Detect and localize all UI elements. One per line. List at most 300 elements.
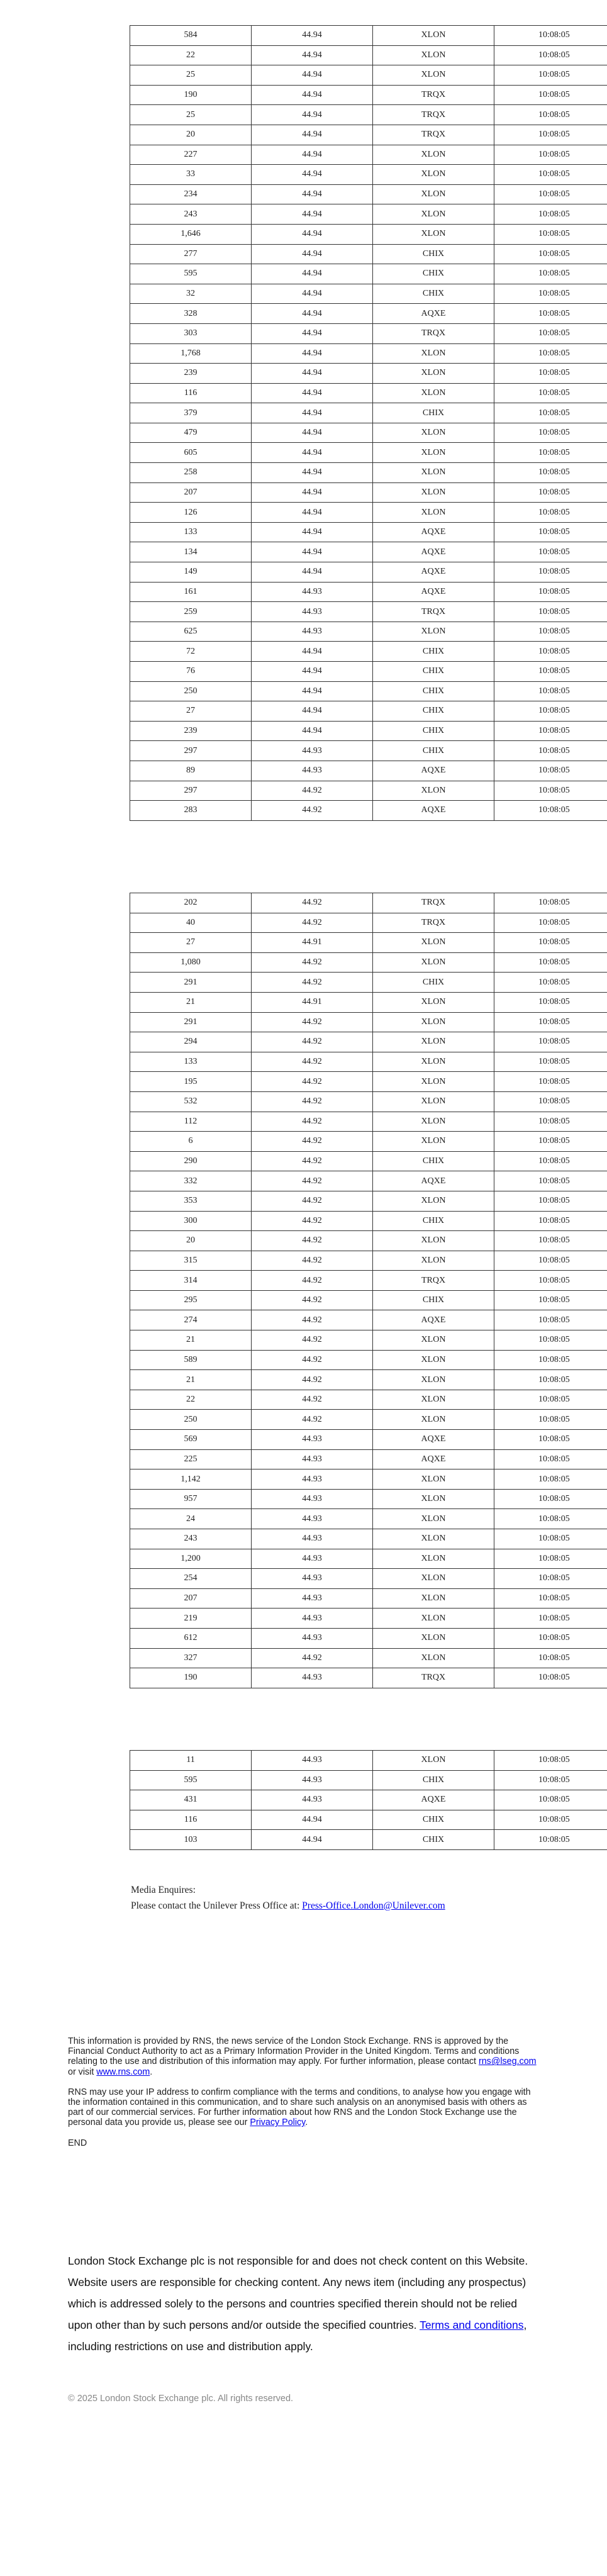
table-row bbox=[130, 1770, 607, 1790]
cell-volume: 625 bbox=[130, 622, 252, 642]
table-row bbox=[130, 1171, 607, 1191]
cell-price: 44.94 bbox=[252, 244, 373, 264]
table-row bbox=[130, 1489, 607, 1509]
rns-text: . bbox=[150, 2066, 153, 2077]
cell-venue: XLON bbox=[373, 503, 494, 523]
disclaimer-text: , including restrictions on use and distribution apply. bbox=[68, 2319, 527, 2353]
cell-venue: XLON bbox=[373, 992, 494, 1012]
cell-venue: CHIX bbox=[373, 1810, 494, 1830]
cell-volume: 532 bbox=[130, 1091, 252, 1112]
cell-price: 44.92 bbox=[252, 952, 373, 973]
table-row bbox=[130, 1430, 607, 1450]
cell-volume: 300 bbox=[130, 1211, 252, 1231]
cell-time: 10:08:05 bbox=[494, 1569, 607, 1589]
cell-price: 44.94 bbox=[252, 522, 373, 542]
trade-table-2-wrapper bbox=[130, 893, 607, 1688]
cell-volume: 379 bbox=[130, 403, 252, 423]
cell-price: 44.94 bbox=[252, 542, 373, 562]
cell-volume: 219 bbox=[130, 1609, 252, 1629]
cell-price: 44.94 bbox=[252, 224, 373, 244]
table-row bbox=[130, 1211, 607, 1231]
cell-price: 44.94 bbox=[252, 204, 373, 225]
trade-table-1 bbox=[130, 25, 607, 821]
cell-volume: 25 bbox=[130, 105, 252, 125]
cell-venue: XLON bbox=[373, 1091, 494, 1112]
cell-time: 10:08:05 bbox=[494, 364, 607, 384]
cell-price: 44.93 bbox=[252, 1770, 373, 1790]
cell-time: 10:08:05 bbox=[494, 403, 607, 423]
cell-time: 10:08:05 bbox=[494, 65, 607, 86]
cell-price: 44.93 bbox=[252, 1509, 373, 1529]
cell-time: 10:08:05 bbox=[494, 1012, 607, 1032]
cell-price: 44.94 bbox=[252, 304, 373, 324]
cell-time: 10:08:05 bbox=[494, 1271, 607, 1291]
table-row bbox=[130, 1529, 607, 1549]
cell-venue: XLON bbox=[373, 443, 494, 463]
table-row bbox=[130, 65, 607, 86]
table-row bbox=[130, 184, 607, 204]
cell-venue: XLON bbox=[373, 204, 494, 225]
cell-venue: TRQX bbox=[373, 125, 494, 145]
cell-price: 44.93 bbox=[252, 1489, 373, 1509]
cell-price: 44.93 bbox=[252, 1430, 373, 1450]
cell-time: 10:08:05 bbox=[494, 482, 607, 503]
cell-volume: 297 bbox=[130, 741, 252, 761]
cell-venue: CHIX bbox=[373, 642, 494, 662]
cell-price: 44.92 bbox=[252, 1191, 373, 1211]
cell-price: 44.93 bbox=[252, 761, 373, 781]
cell-volume: 332 bbox=[130, 1171, 252, 1191]
rns-text: This information is provided by RNS, the news service of the London Stock Exchange. RNS is approved by the Financial Conduct Authority to act as a Primary Information Provider in the United Kingdom. Terms and conditions relating to the use and distribution of this information may apply. For further information, please contact bbox=[68, 2036, 520, 2067]
table-row bbox=[130, 503, 607, 523]
trade-table-3 bbox=[130, 1750, 607, 1850]
cell-time: 10:08:05 bbox=[494, 662, 607, 682]
cell-venue: XLON bbox=[373, 1529, 494, 1549]
cell-volume: 21 bbox=[130, 992, 252, 1012]
cell-venue: TRQX bbox=[373, 85, 494, 105]
cell-volume: 353 bbox=[130, 1191, 252, 1211]
cell-time: 10:08:05 bbox=[494, 1529, 607, 1549]
cell-venue: AQXE bbox=[373, 761, 494, 781]
cell-price: 44.94 bbox=[252, 165, 373, 185]
cell-time: 10:08:05 bbox=[494, 443, 607, 463]
cell-venue: CHIX bbox=[373, 701, 494, 722]
cell-time: 10:08:05 bbox=[494, 542, 607, 562]
cell-price: 44.92 bbox=[252, 1390, 373, 1410]
cell-price: 44.93 bbox=[252, 741, 373, 761]
table-row bbox=[130, 1191, 607, 1211]
cell-volume: 1,200 bbox=[130, 1549, 252, 1569]
table-row bbox=[130, 1830, 607, 1850]
cell-volume: 595 bbox=[130, 1770, 252, 1790]
cell-venue: CHIX bbox=[373, 1770, 494, 1790]
table-row bbox=[130, 284, 607, 304]
cell-venue: CHIX bbox=[373, 721, 494, 741]
cell-venue: AQXE bbox=[373, 582, 494, 602]
cell-volume: 24 bbox=[130, 1509, 252, 1529]
table-row bbox=[130, 1330, 607, 1351]
cell-time: 10:08:05 bbox=[494, 973, 607, 993]
table-row bbox=[130, 403, 607, 423]
cell-volume: 190 bbox=[130, 85, 252, 105]
cell-volume: 22 bbox=[130, 1390, 252, 1410]
table-row bbox=[130, 364, 607, 384]
cell-venue: XLON bbox=[373, 1549, 494, 1569]
end-marker: END bbox=[68, 2138, 87, 2148]
cell-venue: XLON bbox=[373, 1410, 494, 1430]
cell-volume: 259 bbox=[130, 602, 252, 622]
cell-venue: XLON bbox=[373, 1509, 494, 1529]
cell-venue: AQXE bbox=[373, 1449, 494, 1469]
cell-time: 10:08:05 bbox=[494, 1790, 607, 1810]
cell-price: 44.93 bbox=[252, 602, 373, 622]
rns-text: RNS may use your IP address to confirm compliance with the terms and conditions, to analyse how you engage with the information contained in this communication, and to share such analysis on an anonymised basis with others as part of our commercial services. For further information about how RNS and the London Stock Exchange use the personal data you provide us, please see our bbox=[68, 2087, 531, 2128]
cell-venue: XLON bbox=[373, 1132, 494, 1152]
cell-time: 10:08:05 bbox=[494, 913, 607, 933]
press-office-email-link[interactable]: Press-Office.London@Unilever.com bbox=[302, 1900, 445, 1911]
cell-venue: XLON bbox=[373, 1569, 494, 1589]
table-row bbox=[130, 204, 607, 225]
cell-volume: 314 bbox=[130, 1271, 252, 1291]
table-row bbox=[130, 1410, 607, 1430]
cell-volume: 277 bbox=[130, 244, 252, 264]
cell-volume: 27 bbox=[130, 701, 252, 722]
rns-text: or visit bbox=[68, 2066, 97, 2077]
cell-volume: 27 bbox=[130, 933, 252, 953]
lse-disclaimer bbox=[68, 2250, 540, 2357]
cell-price: 44.92 bbox=[252, 1231, 373, 1251]
cell-volume: 569 bbox=[130, 1430, 252, 1450]
cell-venue: XLON bbox=[373, 364, 494, 384]
table-row bbox=[130, 145, 607, 165]
table-row bbox=[130, 933, 607, 953]
cell-price: 44.94 bbox=[252, 681, 373, 701]
cell-price: 44.94 bbox=[252, 323, 373, 343]
cell-time: 10:08:05 bbox=[494, 1290, 607, 1310]
cell-time: 10:08:05 bbox=[494, 1830, 607, 1850]
table-row bbox=[130, 1668, 607, 1688]
cell-price: 44.94 bbox=[252, 45, 373, 65]
cell-volume: 328 bbox=[130, 304, 252, 324]
table-row bbox=[130, 1609, 607, 1629]
cell-volume: 32 bbox=[130, 284, 252, 304]
cell-time: 10:08:05 bbox=[494, 1191, 607, 1211]
cell-time: 10:08:05 bbox=[494, 1410, 607, 1430]
table-row bbox=[130, 343, 607, 364]
table-row bbox=[130, 1032, 607, 1052]
cell-volume: 207 bbox=[130, 1588, 252, 1609]
cell-venue: XLON bbox=[373, 343, 494, 364]
cell-venue: XLON bbox=[373, 1191, 494, 1211]
table-row bbox=[130, 701, 607, 722]
cell-time: 10:08:05 bbox=[494, 1509, 607, 1529]
cell-time: 10:08:05 bbox=[494, 1588, 607, 1609]
cell-volume: 202 bbox=[130, 893, 252, 913]
cell-price: 44.91 bbox=[252, 992, 373, 1012]
cell-volume: 207 bbox=[130, 482, 252, 503]
cell-venue: CHIX bbox=[373, 741, 494, 761]
cell-volume: 291 bbox=[130, 973, 252, 993]
cell-volume: 234 bbox=[130, 184, 252, 204]
table-row bbox=[130, 1091, 607, 1112]
cell-price: 44.92 bbox=[252, 1132, 373, 1152]
cell-venue: CHIX bbox=[373, 284, 494, 304]
cell-time: 10:08:05 bbox=[494, 423, 607, 443]
cell-venue: XLON bbox=[373, 1588, 494, 1609]
cell-price: 44.92 bbox=[252, 1171, 373, 1191]
rns-email-link[interactable]: rns@lseg.com bbox=[478, 2056, 537, 2067]
cell-time: 10:08:05 bbox=[494, 184, 607, 204]
cell-venue: XLON bbox=[373, 1648, 494, 1668]
cell-time: 10:08:05 bbox=[494, 893, 607, 913]
cell-volume: 227 bbox=[130, 145, 252, 165]
cell-time: 10:08:05 bbox=[494, 1770, 607, 1790]
cell-venue: AQXE bbox=[373, 1171, 494, 1191]
copyright-notice: © 2025 London Stock Exchange plc. All rights reserved. bbox=[68, 2394, 294, 2404]
cell-time: 10:08:05 bbox=[494, 1549, 607, 1569]
table-row bbox=[130, 681, 607, 701]
cell-venue: XLON bbox=[373, 1751, 494, 1771]
cell-volume: 612 bbox=[130, 1628, 252, 1648]
cell-venue: XLON bbox=[373, 482, 494, 503]
table-row bbox=[130, 1290, 607, 1310]
table-row bbox=[130, 562, 607, 583]
table-row bbox=[130, 1628, 607, 1648]
cell-time: 10:08:05 bbox=[494, 1390, 607, 1410]
terms-and-conditions-link[interactable]: Terms and conditions bbox=[420, 2319, 524, 2331]
table-row bbox=[130, 85, 607, 105]
cell-time: 10:08:05 bbox=[494, 26, 607, 46]
table-row bbox=[130, 1790, 607, 1810]
cell-time: 10:08:05 bbox=[494, 165, 607, 185]
cell-price: 44.92 bbox=[252, 1012, 373, 1032]
cell-price: 44.92 bbox=[252, 1151, 373, 1171]
cell-volume: 225 bbox=[130, 1449, 252, 1469]
cell-price: 44.94 bbox=[252, 184, 373, 204]
rns-text: . bbox=[305, 2117, 308, 2128]
cell-price: 44.94 bbox=[252, 284, 373, 304]
cell-venue: XLON bbox=[373, 45, 494, 65]
cell-price: 44.93 bbox=[252, 1549, 373, 1569]
table-row bbox=[130, 1231, 607, 1251]
cell-time: 10:08:05 bbox=[494, 1489, 607, 1509]
cell-time: 10:08:05 bbox=[494, 264, 607, 284]
cell-time: 10:08:05 bbox=[494, 1171, 607, 1191]
cell-volume: 239 bbox=[130, 721, 252, 741]
table-row bbox=[130, 1549, 607, 1569]
cell-time: 10:08:05 bbox=[494, 1251, 607, 1271]
table-row bbox=[130, 1350, 607, 1370]
cell-venue: AQXE bbox=[373, 801, 494, 821]
table-row bbox=[130, 1810, 607, 1830]
cell-time: 10:08:05 bbox=[494, 801, 607, 821]
cell-time: 10:08:05 bbox=[494, 85, 607, 105]
cell-time: 10:08:05 bbox=[494, 622, 607, 642]
cell-volume: 133 bbox=[130, 1052, 252, 1072]
cell-price: 44.94 bbox=[252, 662, 373, 682]
cell-volume: 243 bbox=[130, 204, 252, 225]
cell-volume: 243 bbox=[130, 1529, 252, 1549]
cell-time: 10:08:05 bbox=[494, 224, 607, 244]
cell-venue: XLON bbox=[373, 1231, 494, 1251]
cell-venue: TRQX bbox=[373, 602, 494, 622]
cell-venue: XLON bbox=[373, 65, 494, 86]
cell-time: 10:08:05 bbox=[494, 383, 607, 403]
cell-price: 44.93 bbox=[252, 1569, 373, 1589]
cell-venue: XLON bbox=[373, 224, 494, 244]
cell-volume: 274 bbox=[130, 1310, 252, 1330]
cell-price: 44.92 bbox=[252, 1251, 373, 1271]
cell-time: 10:08:05 bbox=[494, 1449, 607, 1469]
table-row bbox=[130, 721, 607, 741]
table-row bbox=[130, 1251, 607, 1271]
cell-price: 44.92 bbox=[252, 913, 373, 933]
cell-price: 44.92 bbox=[252, 1310, 373, 1330]
cell-time: 10:08:05 bbox=[494, 1211, 607, 1231]
cell-volume: 283 bbox=[130, 801, 252, 821]
cell-venue: TRQX bbox=[373, 913, 494, 933]
cell-price: 44.94 bbox=[252, 423, 373, 443]
cell-volume: 250 bbox=[130, 1410, 252, 1430]
cell-time: 10:08:05 bbox=[494, 304, 607, 324]
cell-volume: 126 bbox=[130, 503, 252, 523]
table-row bbox=[130, 1012, 607, 1032]
cell-volume: 584 bbox=[130, 26, 252, 46]
rns-website-link[interactable]: www.rns.com bbox=[96, 2066, 150, 2077]
cell-price: 44.94 bbox=[252, 125, 373, 145]
cell-price: 44.92 bbox=[252, 1032, 373, 1052]
media-contact bbox=[131, 1898, 445, 1914]
cell-price: 44.93 bbox=[252, 1609, 373, 1629]
disclaimer-text: London Stock Exchange plc is not responsible for and does not check content on this Website. Website users are responsible for checking content. Any news item (including any prospectus) which is addressed solely to the persons and countries specified therein should not be relied upon other than by such persons and/or outside the specified countries. bbox=[68, 2255, 528, 2331]
cell-venue: XLON bbox=[373, 952, 494, 973]
cell-volume: 20 bbox=[130, 125, 252, 145]
cell-price: 44.94 bbox=[252, 463, 373, 483]
privacy-policy-link[interactable]: Privacy Policy bbox=[250, 2117, 306, 2128]
cell-volume: 195 bbox=[130, 1072, 252, 1092]
cell-venue: CHIX bbox=[373, 662, 494, 682]
cell-time: 10:08:05 bbox=[494, 323, 607, 343]
table-row bbox=[130, 244, 607, 264]
cell-price: 44.94 bbox=[252, 482, 373, 503]
table-row bbox=[130, 165, 607, 185]
cell-venue: XLON bbox=[373, 1350, 494, 1370]
table-row bbox=[130, 1112, 607, 1132]
cell-time: 10:08:05 bbox=[494, 1668, 607, 1688]
cell-price: 44.94 bbox=[252, 364, 373, 384]
cell-volume: 239 bbox=[130, 364, 252, 384]
media-enquiries bbox=[131, 1882, 445, 1914]
cell-volume: 295 bbox=[130, 1290, 252, 1310]
cell-price: 44.92 bbox=[252, 1072, 373, 1092]
table-row bbox=[130, 1569, 607, 1589]
table-row bbox=[130, 1449, 607, 1469]
cell-volume: 33 bbox=[130, 165, 252, 185]
cell-venue: CHIX bbox=[373, 403, 494, 423]
table-row bbox=[130, 1310, 607, 1330]
cell-volume: 190 bbox=[130, 1668, 252, 1688]
cell-venue: CHIX bbox=[373, 1830, 494, 1850]
cell-price: 44.92 bbox=[252, 1271, 373, 1291]
cell-price: 44.92 bbox=[252, 1370, 373, 1390]
cell-volume: 294 bbox=[130, 1032, 252, 1052]
cell-volume: 133 bbox=[130, 522, 252, 542]
cell-volume: 479 bbox=[130, 423, 252, 443]
cell-venue: CHIX bbox=[373, 1151, 494, 1171]
table-row bbox=[130, 801, 607, 821]
rns-paragraph-1 bbox=[68, 2036, 540, 2077]
cell-time: 10:08:05 bbox=[494, 1151, 607, 1171]
cell-venue: XLON bbox=[373, 1032, 494, 1052]
cell-volume: 72 bbox=[130, 642, 252, 662]
cell-time: 10:08:05 bbox=[494, 992, 607, 1012]
cell-price: 44.94 bbox=[252, 343, 373, 364]
cell-time: 10:08:05 bbox=[494, 582, 607, 602]
cell-time: 10:08:05 bbox=[494, 1072, 607, 1092]
cell-venue: XLON bbox=[373, 1609, 494, 1629]
table-row bbox=[130, 741, 607, 761]
cell-time: 10:08:05 bbox=[494, 1810, 607, 1830]
table-row bbox=[130, 913, 607, 933]
cell-volume: 40 bbox=[130, 913, 252, 933]
cell-time: 10:08:05 bbox=[494, 562, 607, 583]
table-row bbox=[130, 522, 607, 542]
cell-venue: XLON bbox=[373, 26, 494, 46]
rns-notice bbox=[68, 2036, 540, 2158]
table-row bbox=[130, 482, 607, 503]
cell-price: 44.92 bbox=[252, 1330, 373, 1351]
cell-venue: XLON bbox=[373, 1489, 494, 1509]
cell-price: 44.93 bbox=[252, 582, 373, 602]
cell-venue: XLON bbox=[373, 184, 494, 204]
cell-volume: 6 bbox=[130, 1132, 252, 1152]
cell-volume: 1,646 bbox=[130, 224, 252, 244]
cell-price: 44.94 bbox=[252, 503, 373, 523]
cell-time: 10:08:05 bbox=[494, 933, 607, 953]
cell-time: 10:08:05 bbox=[494, 701, 607, 722]
cell-price: 44.93 bbox=[252, 622, 373, 642]
table-row bbox=[130, 1469, 607, 1490]
cell-time: 10:08:05 bbox=[494, 602, 607, 622]
cell-venue: XLON bbox=[373, 1628, 494, 1648]
table-row bbox=[130, 1072, 607, 1092]
cell-price: 44.94 bbox=[252, 1830, 373, 1850]
cell-volume: 1,768 bbox=[130, 343, 252, 364]
table-row bbox=[130, 1052, 607, 1072]
cell-price: 44.94 bbox=[252, 562, 373, 583]
cell-time: 10:08:05 bbox=[494, 1052, 607, 1072]
cell-price: 44.91 bbox=[252, 933, 373, 953]
cell-venue: XLON bbox=[373, 781, 494, 801]
cell-venue: TRQX bbox=[373, 1271, 494, 1291]
table-row bbox=[130, 662, 607, 682]
cell-price: 44.93 bbox=[252, 1469, 373, 1490]
cell-volume: 1,080 bbox=[130, 952, 252, 973]
cell-time: 10:08:05 bbox=[494, 952, 607, 973]
cell-time: 10:08:05 bbox=[494, 642, 607, 662]
table-row bbox=[130, 781, 607, 801]
cell-volume: 254 bbox=[130, 1569, 252, 1589]
cell-price: 44.94 bbox=[252, 721, 373, 741]
cell-price: 44.94 bbox=[252, 443, 373, 463]
cell-volume: 327 bbox=[130, 1648, 252, 1668]
table-row bbox=[130, 952, 607, 973]
cell-time: 10:08:05 bbox=[494, 463, 607, 483]
cell-price: 44.92 bbox=[252, 801, 373, 821]
cell-time: 10:08:05 bbox=[494, 105, 607, 125]
cell-venue: XLON bbox=[373, 1012, 494, 1032]
cell-volume: 315 bbox=[130, 1251, 252, 1271]
